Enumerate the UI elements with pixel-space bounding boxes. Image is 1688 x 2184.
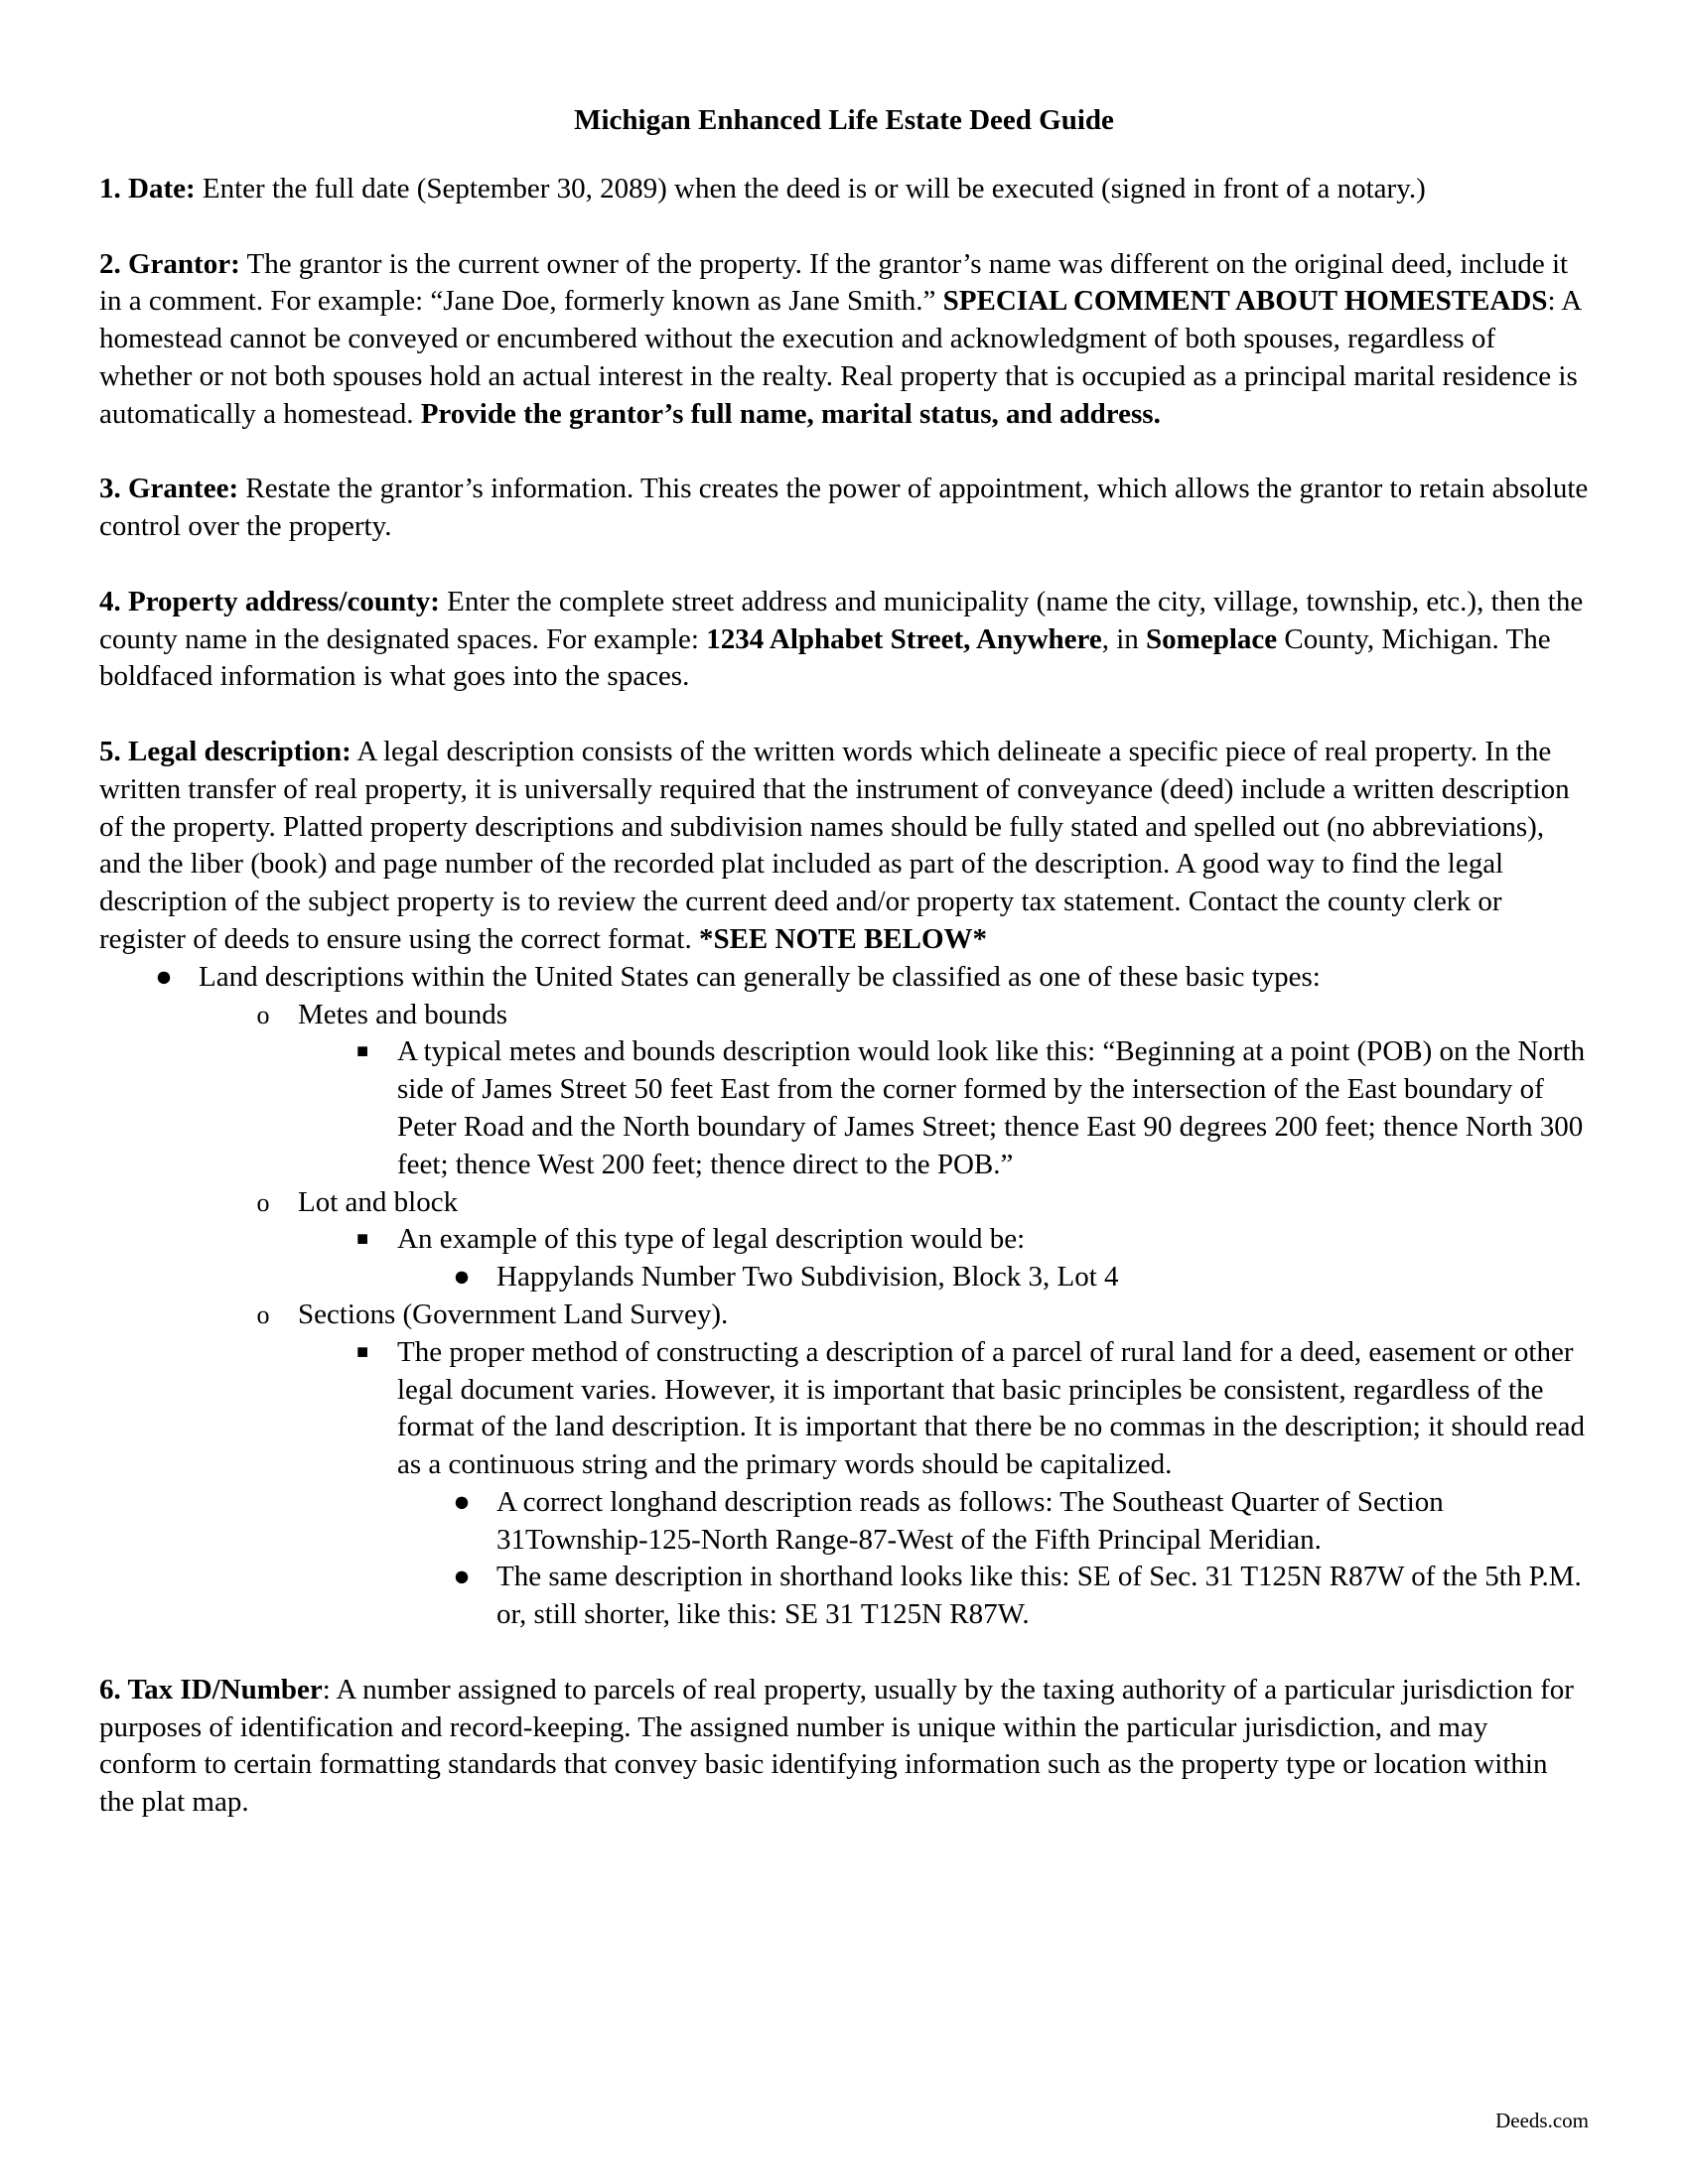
list-item-text: Sections (Government Land Survey). bbox=[298, 1297, 729, 1330]
section-grantor bbox=[99, 246, 1589, 434]
homestead-comment-text: : A homestead cannot be conveyed or encumbered without the execution and acknowledgment of both spouses, regardless of whether or not both spouses hold an actual interest in the realty. Real property that is occupied as a principal marital residence is automatically a homestead. bbox=[99, 285, 1581, 430]
bullet-icon: ● bbox=[453, 1261, 471, 1294]
bullet-icon: ● bbox=[453, 1485, 471, 1518]
list-item bbox=[99, 1484, 1589, 1560]
property-example-address: 1234 Alphabet Street, Anywhere bbox=[706, 622, 1102, 655]
list-item bbox=[99, 1259, 1589, 1297]
property-text-in: , in bbox=[1101, 622, 1147, 655]
property-text-end: County, Michigan. The boldfaced information is what goes into the spaces. bbox=[99, 622, 1551, 693]
section-tax-id bbox=[99, 1672, 1589, 1822]
list-item-text: The same description in shorthand looks like this: SE of Sec. 31 T125N R87W of the 5th P.M. or, still shorter, like this: SE 31 T125N R87W. bbox=[496, 1561, 1582, 1631]
circle-bullet-icon: o bbox=[256, 1000, 270, 1029]
circle-bullet-icon: o bbox=[256, 1187, 270, 1217]
list-item-text: An example of this type of legal description would be: bbox=[397, 1223, 1026, 1256]
bullet-icon: ● bbox=[155, 960, 173, 993]
list-item-text: Happylands Number Two Subdivision, Block 3, Lot 4 bbox=[496, 1261, 1119, 1294]
homestead-comment-label: SPECIAL COMMENT ABOUT HOMESTEADS bbox=[942, 285, 1548, 318]
list-item bbox=[99, 1184, 1589, 1222]
list-item-text: Metes and bounds bbox=[298, 998, 508, 1030]
square-bullet-icon: ■ bbox=[355, 1340, 369, 1363]
bullet-icon: ● bbox=[453, 1561, 471, 1593]
list-item bbox=[99, 1221, 1589, 1259]
list-item bbox=[99, 1033, 1589, 1183]
tax-text: : A number assigned to parcels of real property, usually by the taxing authority of a particular jurisdiction for purposes of identification and record-keeping. The assigned number is unique within the particular jurisdiction, and may conform to certain formatting standards that convey basic identifying information such as the property type or location within the plat map. bbox=[99, 1673, 1574, 1819]
list-item bbox=[99, 997, 1589, 1034]
list-item bbox=[99, 1334, 1589, 1484]
property-example-county: Someplace bbox=[1146, 622, 1278, 655]
grantor-instruction: Provide the grantor’s full name, marital status, and address. bbox=[420, 397, 1161, 430]
document-body bbox=[99, 171, 1589, 1822]
list-item-text: A correct longhand description reads as follows: The Southeast Quarter of Section 31Township-125-North Range-87-West of the Fifth Principal Meridian. bbox=[496, 1485, 1444, 1556]
section-property bbox=[99, 584, 1589, 696]
square-bullet-icon: ■ bbox=[355, 1040, 369, 1063]
grantor-text: The grantor is the current owner of the property. If the grantor’s name was different on the original deed, include it in a comment. For example: “Jane Doe, formerly known as Jane Smith.” bbox=[99, 247, 1569, 318]
legal-description-paragraph bbox=[99, 734, 1589, 959]
legal-note: *SEE NOTE BELOW* bbox=[698, 922, 988, 955]
tax-label: 6. Tax ID/Number bbox=[99, 1673, 323, 1706]
section-grantee bbox=[99, 471, 1589, 546]
date-text: Enter the full date (September 30, 2089) when the deed is or will be executed (signed in front of a notary.) bbox=[195, 173, 1426, 205]
property-label: 4. Property address/county: bbox=[99, 585, 440, 617]
property-text: Enter the complete street address and municipality (name the city, village, township, etc.), then the county name in the designated spaces. For example: bbox=[99, 585, 1584, 655]
grantee-label: 3. Grantee: bbox=[99, 473, 239, 505]
legal-label: 5. Legal description: bbox=[99, 735, 352, 767]
square-bullet-icon: ■ bbox=[355, 1228, 369, 1251]
section-date bbox=[99, 171, 1589, 208]
list-item-text: Land descriptions within the United States can generally be classified as one of these basic types: bbox=[199, 960, 1321, 993]
section-legal-description bbox=[99, 734, 1589, 1634]
document-title: Michigan Enhanced Life Estate Deed Guide bbox=[574, 104, 1114, 136]
list-item-text: A typical metes and bounds description would look like this: “Beginning at a point (POB) on the North side of James Street 50 feet East from the corner formed by the intersection of the East boundary of Peter Road and the North boundary of James Street; thence East 90 degrees 200 feet; thence North 300 feet; thence West 200 feet; thence direct to the POB.” bbox=[397, 1035, 1586, 1180]
list-item-text: Lot and block bbox=[298, 1185, 459, 1218]
date-label: 1. Date: bbox=[99, 173, 196, 205]
list-item bbox=[99, 959, 1589, 997]
list-item bbox=[99, 1297, 1589, 1334]
list-item-text: The proper method of constructing a description of a parcel of rural land for a deed, easement or other legal document varies. However, it is important that basic principles be consistent, regardless of the format of the land description. It is important that there be no commas in the description; it should read as a continuous string and the primary words should be capitalized. bbox=[397, 1335, 1585, 1481]
circle-bullet-icon: o bbox=[256, 1299, 270, 1329]
grantor-label: 2. Grantor: bbox=[99, 247, 240, 280]
list-item bbox=[99, 1559, 1589, 1634]
footer-brand: Deeds.com bbox=[1495, 2109, 1589, 2132]
grantee-text: Restate the grantor’s information. This creates the power of appointment, which allows the grantor to retain absolute control over the property. bbox=[99, 473, 1589, 543]
legal-text: A legal description consists of the written words which delineate a specific piece of real property. In the written transfer of real property, it is universally required that the instrument of conveyance (deed) include a written description of the property. Platted property descriptions and subdivision names should be fully stated and spelled out (no abbreviations), and the liber (book) and page number of the recorded plat included as part of the description. A good way to find the legal description of the subject property is to review the current deed and/or property tax statement. Contact the county clerk or register of deeds to ensure using the correct format. bbox=[99, 735, 1570, 955]
